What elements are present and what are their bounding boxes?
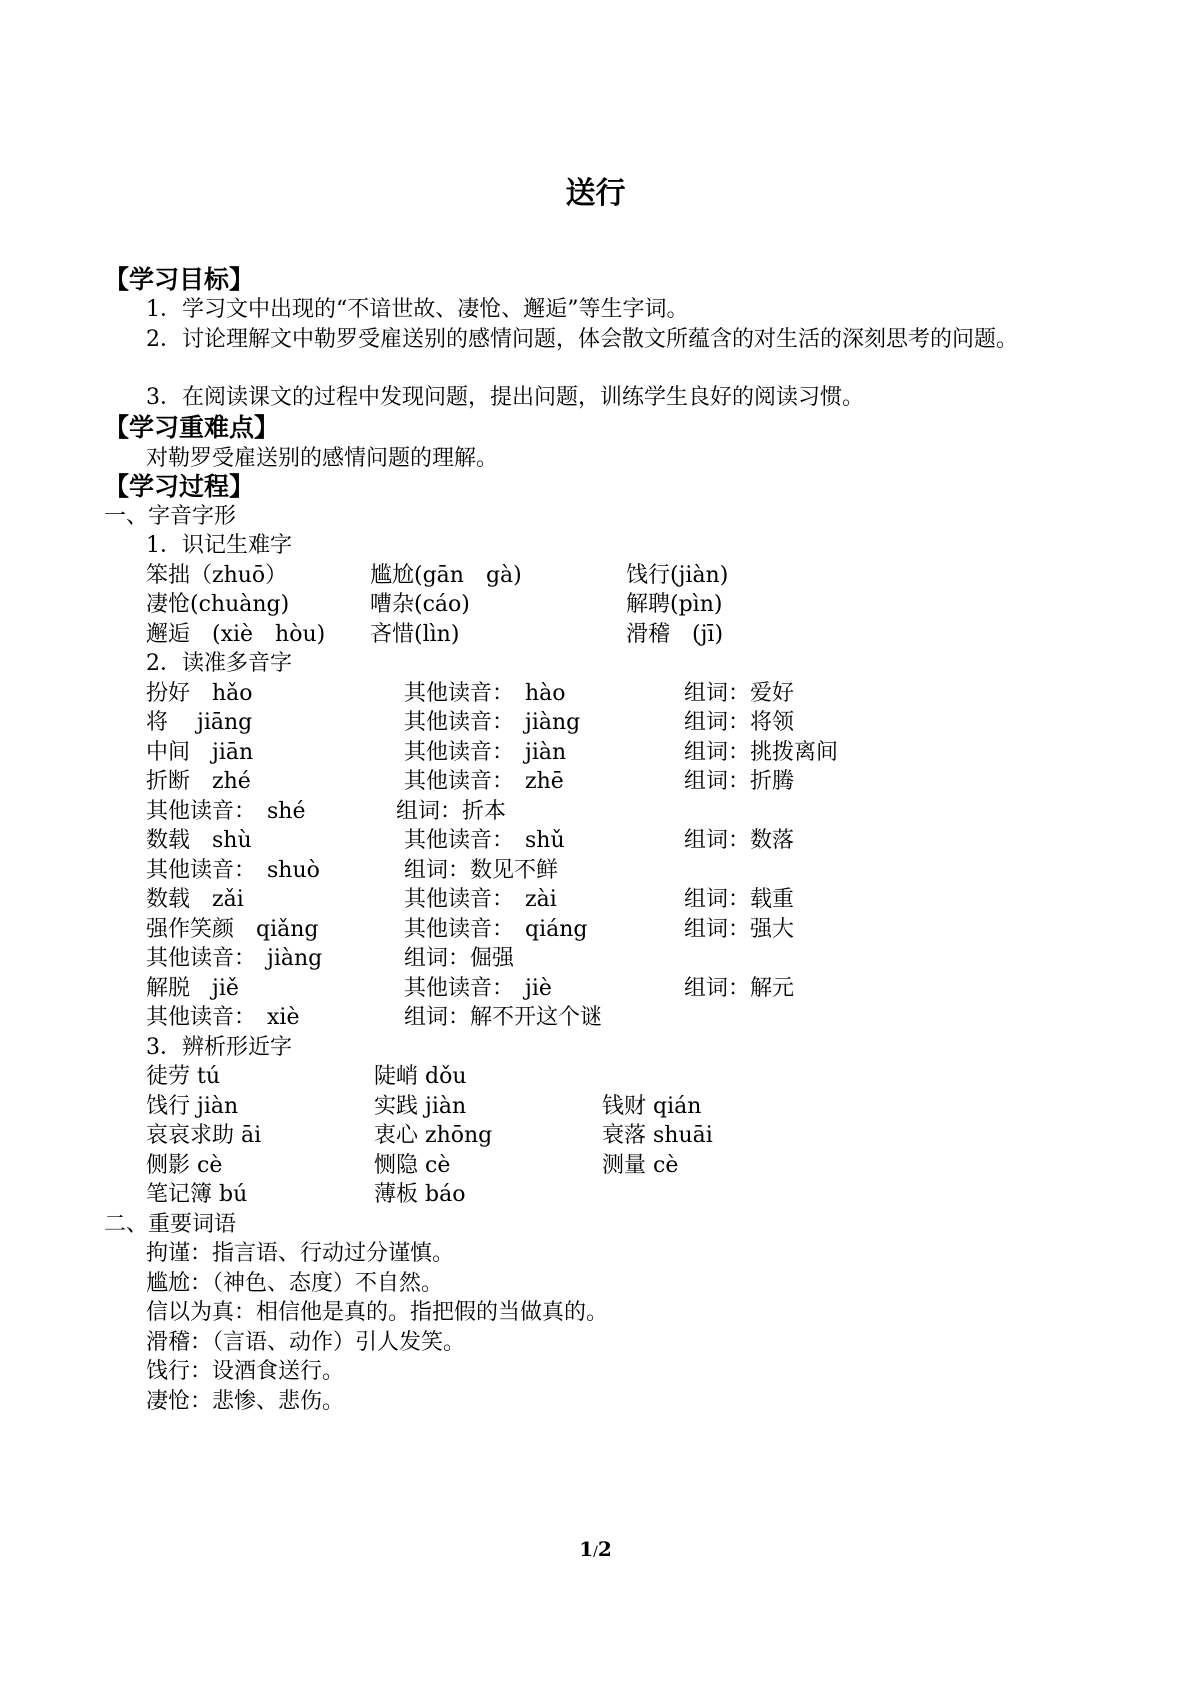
sub3-cell: 恻隐 cè xyxy=(374,1153,451,1178)
sub2-other: 其他读音： shǔ xyxy=(404,828,565,853)
sub3-cell: 侧影 cè xyxy=(146,1153,223,1178)
sub2-group: 组词：挑拨离间 xyxy=(684,740,839,765)
sub1-heading: 1．识记生难字 xyxy=(146,533,292,558)
vocab-line: 拘谨：指言语、行动过分谨慎。 xyxy=(146,1241,455,1266)
sub2-word: 数载 shù xyxy=(146,828,252,853)
sub3-cell: 饯行 jiàn xyxy=(146,1094,239,1119)
page-title: 送行 xyxy=(565,176,626,211)
sub3-cell: 钱财 qián xyxy=(602,1094,702,1119)
sub3-heading: 3．辨析形近字 xyxy=(146,1035,292,1060)
vocab-line: 凄怆：悲惨、悲伤。 xyxy=(146,1389,345,1414)
sub1-cell: 滑稽 (jī) xyxy=(626,622,724,647)
sub2-word: 数载 zǎi xyxy=(146,887,244,912)
sub2-other: 其他读音： zhē xyxy=(404,769,564,794)
sub2-group: 组词：数落 xyxy=(684,828,795,853)
sub3-cell: 测量 cè xyxy=(602,1153,679,1178)
sub2-group: 组词：爱好 xyxy=(684,681,795,706)
sub1-cell: 凄怆(chuàng) xyxy=(146,592,290,617)
vocab-line: 信以为真：相信他是真的。指把假的当做真的。 xyxy=(146,1300,609,1325)
sub3-cell: 笔记簿 bú xyxy=(146,1182,248,1207)
sub1-cell: 吝惜(lìn) xyxy=(370,622,460,647)
sub3-cell: 薄板 báo xyxy=(374,1182,466,1207)
sub2-word: 解脱 jiě xyxy=(146,976,239,1001)
goal-1: 1．学习文中出现的“不谙世故、凄怆、邂逅”等生字词。 xyxy=(146,297,689,322)
sub1-cell: 解聘(pìn) xyxy=(626,592,723,617)
sub1-cell: 嘈杂(cáo) xyxy=(370,592,470,617)
page-total: 2 xyxy=(597,1537,612,1561)
vocab-line: 滑稽：（言语、动作）引人发笑。 xyxy=(146,1330,466,1355)
sub1-cell: 饯行(jiàn) xyxy=(626,563,729,588)
sub2-group: 组词：将领 xyxy=(684,710,795,735)
part2-heading: 二、重要词语 xyxy=(104,1212,237,1237)
sub2-other: 其他读音： qiáng xyxy=(404,917,588,942)
sub2-group: 组词：解不开这个谜 xyxy=(404,1005,603,1030)
sub2-group: 组词：载重 xyxy=(684,887,795,912)
sub3-cell: 衰落 shuāi xyxy=(602,1123,713,1148)
sub2-other: 其他读音： shuò xyxy=(146,858,320,883)
vocab-line: 尴尬：（神色、态度）不自然。 xyxy=(146,1271,444,1296)
sub2-group: 组词：倔强 xyxy=(404,946,515,971)
sub3-cell: 陡峭 dǒu xyxy=(374,1064,467,1089)
sub2-heading: 2．读准多音字 xyxy=(146,651,292,676)
sub2-group: 组词：强大 xyxy=(684,917,795,942)
page-number xyxy=(0,1537,1191,1561)
sub2-word: 强作笑颜 qiǎng xyxy=(146,917,319,942)
sub3-cell: 徒劳 tú xyxy=(146,1064,221,1089)
vocab-line: 饯行：设酒食送行。 xyxy=(146,1359,345,1384)
page-separator: / xyxy=(593,1544,598,1560)
sub2-word: 将 jiāng xyxy=(146,710,253,735)
part1-heading: 一、字音字形 xyxy=(104,504,237,529)
sub2-other: 其他读音： shé xyxy=(146,799,306,824)
goal-2: 2．讨论理解文中勒罗受雇送别的感情问题，体会散文所蕴含的对生活的深刻思考的问题。 xyxy=(146,327,1019,352)
sub2-word: 中间 jiān xyxy=(146,740,254,765)
sub2-group: 组词：解元 xyxy=(684,976,795,1001)
sub2-other: 其他读音： hào xyxy=(404,681,566,706)
sub2-other: 其他读音： jiè xyxy=(404,976,552,1001)
goals-heading: 【学习目标】 xyxy=(104,265,255,294)
process-heading: 【学习过程】 xyxy=(104,472,255,501)
sub1-cell: 邂逅 (xiè hòu) xyxy=(146,622,326,647)
sub2-other: 其他读音： xiè xyxy=(146,1005,300,1030)
sub2-group: 组词：数见不鲜 xyxy=(404,858,559,883)
goal-3: 3．在阅读课文的过程中发现问题，提出问题，训练学生良好的阅读习惯。 xyxy=(146,385,864,410)
key-heading: 【学习重难点】 xyxy=(104,413,280,442)
sub1-cell: 尴尬(gān gà) xyxy=(370,563,522,588)
sub2-group: 组词：折腾 xyxy=(684,769,795,794)
sub2-other: 其他读音： jiàng xyxy=(146,946,323,971)
sub1-cell: 笨拙（zhuō） xyxy=(146,563,288,588)
sub3-cell: 哀哀求助 āi xyxy=(146,1123,262,1148)
sub2-word: 折断 zhé xyxy=(146,769,251,794)
sub3-cell: 衷心 zhōng xyxy=(374,1123,493,1148)
sub2-other: 其他读音： zài xyxy=(404,887,557,912)
sub2-group: 组词：折本 xyxy=(396,799,507,824)
sub2-other: 其他读音： jiàn xyxy=(404,740,567,765)
key-text: 对勒罗受雇送别的感情问题的理解。 xyxy=(146,446,499,471)
sub2-other: 其他读音： jiàng xyxy=(404,710,581,735)
sub3-cell: 实践 jiàn xyxy=(374,1094,467,1119)
sub2-word: 扮好 hǎo xyxy=(146,681,253,706)
page-current: 1 xyxy=(579,1537,594,1561)
